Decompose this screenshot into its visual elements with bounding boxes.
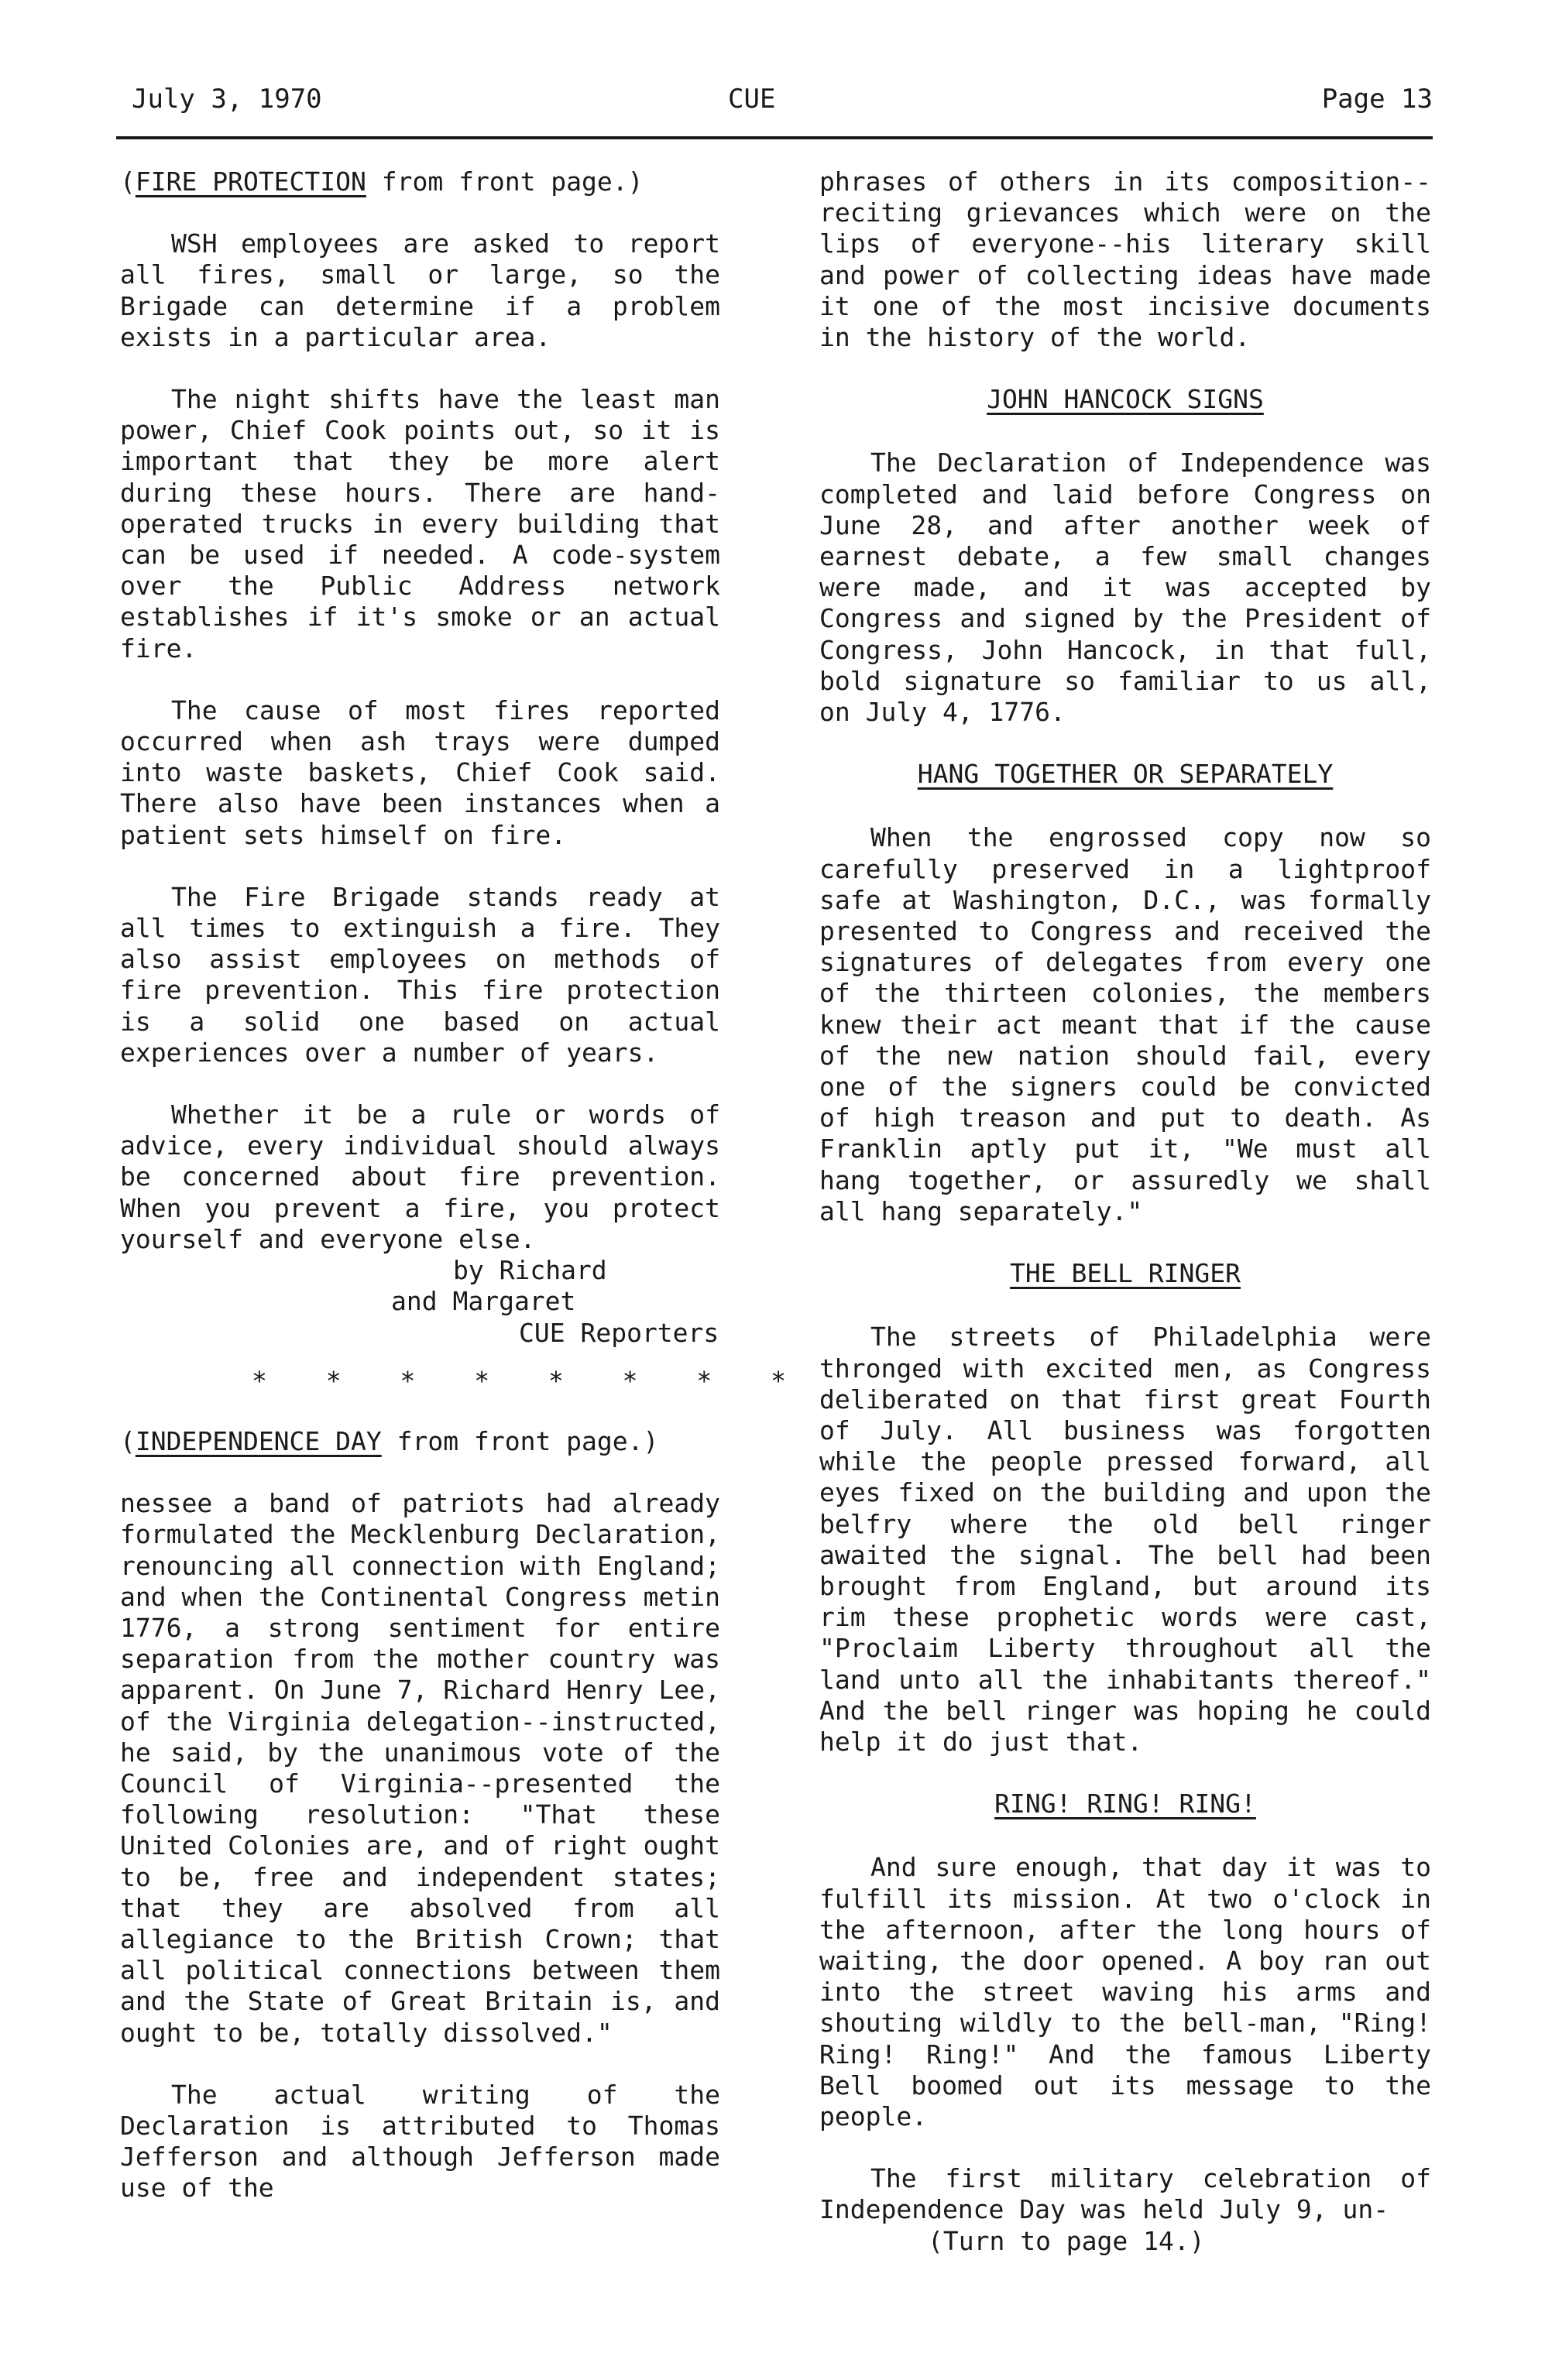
subheading-text: HANG TOGETHER OR SEPARATELY — [917, 759, 1334, 790]
independence-paragraph: The actual writing of the Declaration is attributed to Thomas Jefferson and although Jefferson made use of the — [120, 2079, 720, 2203]
issue-date: July 3, 1970 — [132, 84, 322, 115]
continued-notice: (Turn to page 14.) — [928, 2225, 1205, 2256]
fire-paragraph: The Fire Brigade stands ready at all times to extinguish a fire. They also assist employees on methods of fire prevention. This fire protection is a solid one based on actual experiences over a number of years. — [120, 881, 720, 1068]
header-rule — [116, 136, 1433, 139]
section-paragraph: The Declaration of Independence was completed and laid before Congress on June 28, and after another week of earnest debate, a few small changes were made, and it was accepted by Congress and signed by the President of Congress, John Hancock, in that full, bold signature so familiar to us all, on July 4, 1776. — [819, 448, 1431, 728]
fire-continuation-title: FIRE PROTECTION — [135, 166, 366, 197]
fire-paragraph: The cause of most fires reported occurred when ash trays were dumped into waste baskets, Chief Cook said. There also have been instances when a patient sets himself on fire. — [120, 694, 720, 850]
byline-author: by Richard — [453, 1255, 607, 1286]
section-paragraph: When the engrossed copy now so carefully preserved in a lightproof safe at Washington, D.C., was formally presented to Congress and received the signatures of delegates from every one of the thirteen colonies, the members knew their act meant that if the cause of the new nation should fail, every one of the signers could be convicted of high treason and put to death. As Franklin aptly put it, "We must all hang together, or assuredly we shall all hang separately." — [819, 822, 1431, 1226]
section-paragraph: The streets of Philadelphia were thronged with excited men, as Congress deliberated on that first great Fourth of July. All business was forgotten while the people pressed forward, all eyes fixed on the building and upon the belfry where the old bell ringer awaited the signal. The bell had been brought from England, but around its rim these prophetic words were cast, "Proclaim Liberty throughout all the land unto all the inhabitants thereof." And the bell ringer was hoping he could help it do just that. — [819, 1322, 1431, 1757]
page-header — [132, 84, 1433, 130]
subheading-text: THE BELL RINGER — [1009, 1258, 1241, 1289]
fire-continuation-line: (FIRE PROTECTION from front page.) — [120, 166, 644, 197]
fire-paragraph: The night shifts have the least man power, Chief Cook points out, so it is important that they be more alert during these hours. There are hand-operated trucks in every building that can be used if needed. A code-system over the Public Address network establishes if it's smoke or an actual fire. — [120, 384, 720, 664]
closing-paragraph: The first military celebration of Independence Day was held July 9, un- — [819, 2163, 1431, 2225]
section-divider-stars: * * * * * * * * — [252, 1365, 809, 1396]
subheading-text: RING! RING! RING! — [994, 1788, 1256, 1819]
fire-paragraph: WSH employees are asked to report all fires, small or large, so the Brigade can determine if a problem exists in a particular area. — [120, 228, 720, 352]
independence-paragraph: nessee a band of patriots had already formulated the Mecklenburg Declaration, renouncing all connection with England; and when the Continental Congress metin 1776, a strong sentiment for entire separation from the mother country was apparent. On June 7, Richard Henry Lee, of the Virginia delegation--instructed, he said, by the unanimous vote of the Council of Virginia--presented the following resolution: "That these United Colonies are, and of right ought to be, free and independent states; that they are absolved from all allegiance to the British Crown; that all political connections between them and the State of Great Britain is, and ought to be, totally dissolved." — [120, 1488, 720, 2048]
fire-continuation-suffix: from front page.) — [366, 166, 644, 197]
right-column — [819, 166, 1431, 2257]
byline-role: CUE Reporters — [519, 1317, 719, 1348]
page-number: Page 13 — [1321, 84, 1433, 115]
fire-paragraph: Whether it be a rule or words of advice, every individual should always be concerned about fire prevention. When you prevent a fire, you protect yourself and everyone else. — [120, 1099, 720, 1254]
subheading-text: JOHN HANCOCK SIGNS — [987, 384, 1264, 415]
declaration-intro-paragraph: phrases of others in its composition--reciting grievances which were on the lips of everyone--his literary skill and power of collecting ideas have made it one of the most incisive documents in the history of the world. — [819, 166, 1431, 353]
independence-continuation-suffix: from front page.) — [381, 1425, 659, 1456]
subheading — [819, 1788, 1431, 1819]
section-paragraph: And sure enough, that day it was to fulfill its mission. At two o'clock in the afternoon, after the long hours of waiting, the door opened. A boy ran out into the street waving his arms and shouting wildly to the bell-man, "Ring! Ring! Ring!" And the famous Liberty Bell boomed out its message to the people. — [819, 1852, 1431, 2131]
publication-name: CUE — [728, 84, 776, 115]
independence-continuation-title: INDEPENDENCE DAY — [135, 1425, 382, 1456]
subheading — [819, 384, 1431, 415]
subheading — [819, 759, 1431, 790]
byline-author: and Margaret — [391, 1286, 576, 1317]
subheading — [819, 1258, 1431, 1289]
left-column — [120, 166, 809, 2204]
independence-continuation-line: (INDEPENDENCE DAY from front page.) — [120, 1425, 659, 1456]
